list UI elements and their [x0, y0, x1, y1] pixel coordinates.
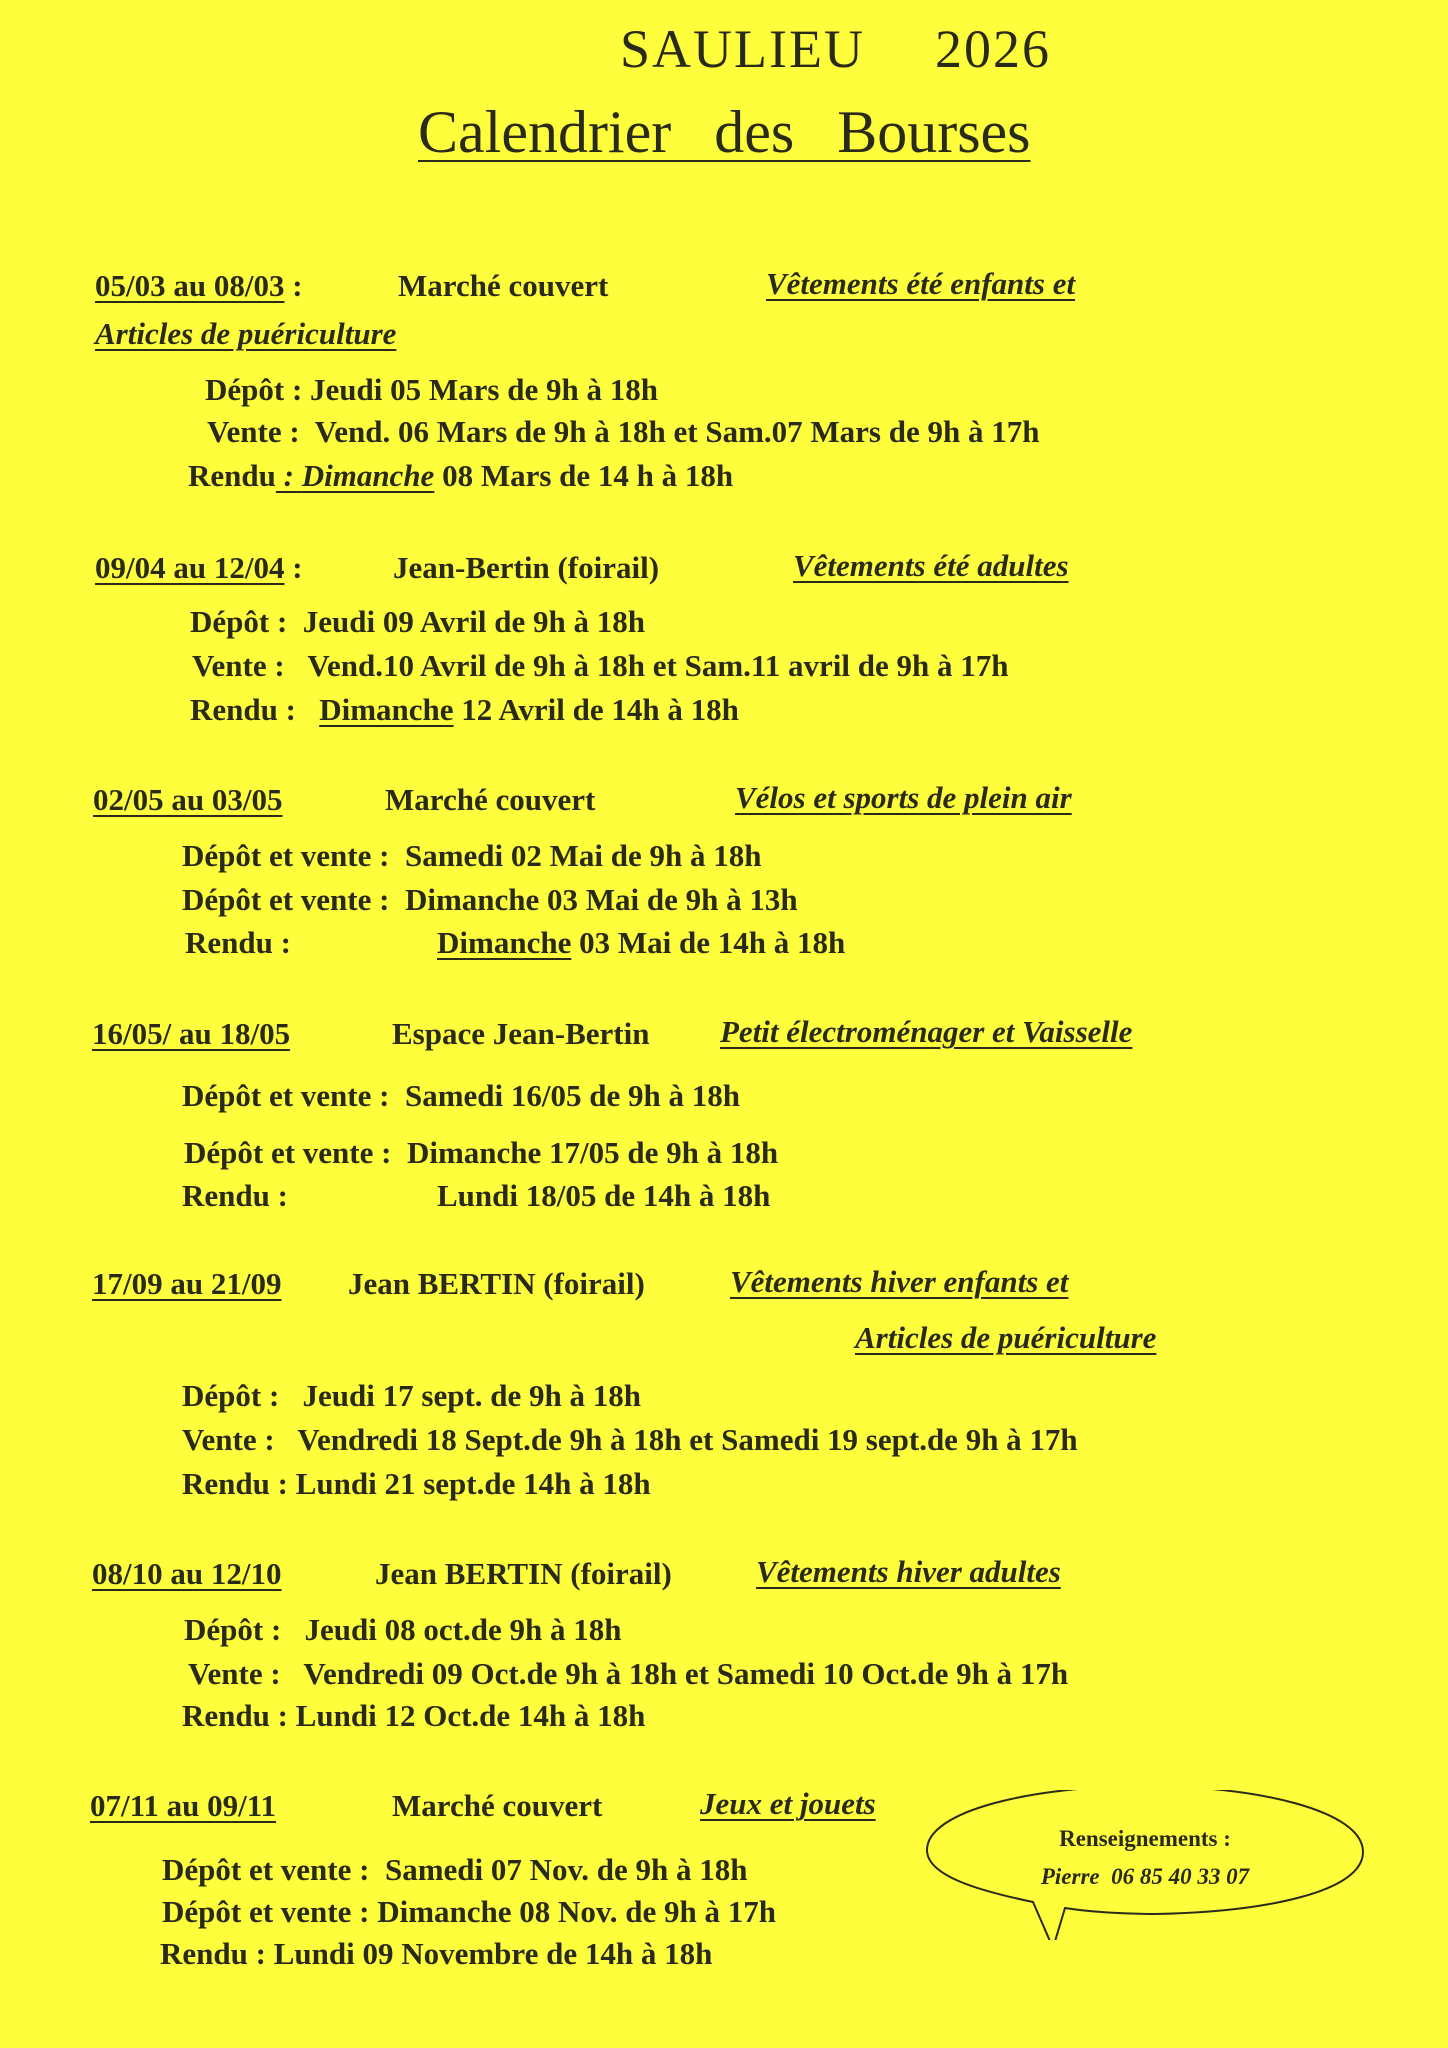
- row-label: Rendu: [188, 458, 276, 493]
- schedule-row: [184, 1612, 621, 1648]
- row-label: Dépôt :: [190, 604, 288, 639]
- schedule-row: [162, 1852, 748, 1888]
- schedule-row: [190, 604, 645, 640]
- row-text: Jeudi 09 Avril de 9h à 18h: [302, 604, 645, 639]
- schedule-row: [188, 458, 733, 494]
- row-label: Dépôt et vente :: [184, 1135, 392, 1170]
- schedule-row: [190, 692, 739, 728]
- event-location: Marché couvert: [385, 782, 596, 817]
- event-location: Jean BERTIN (foirail): [348, 1266, 645, 1301]
- row-text: Samedi 16/05 de 9h à 18h: [404, 1078, 740, 1113]
- row-text: Jeudi 08 oct.de 9h à 18h: [304, 1612, 622, 1647]
- event-location: Marché couvert: [392, 1788, 603, 1823]
- event-category: Jeux et jouets: [700, 1786, 876, 1821]
- row-label: Vente :: [192, 648, 285, 683]
- event-category: Vêtements été adultes: [793, 548, 1069, 583]
- row-label: Dépôt :: [205, 372, 303, 407]
- event-dates: 02/05 au 03/05: [93, 782, 283, 817]
- event-location: Espace Jean-Bertin: [392, 1016, 650, 1051]
- row-label: Rendu :: [182, 1466, 288, 1501]
- event-dates: 17/09 au 21/09: [92, 1266, 282, 1301]
- schedule-row-detail: [437, 1178, 770, 1214]
- schedule-row: [184, 1135, 778, 1171]
- event-category-continued: Articles de puériculture: [95, 316, 397, 351]
- schedule-row: [185, 925, 291, 961]
- separator: :: [284, 550, 303, 585]
- row-text: Jeudi 17 sept. de 9h à 18h: [302, 1378, 642, 1413]
- event-header: [95, 550, 303, 586]
- event-header: [92, 1556, 281, 1592]
- event-dates: 09/04 au 12/04: [95, 550, 285, 585]
- schedule-row: [182, 1178, 288, 1214]
- row-label: Rendu :: [185, 925, 291, 960]
- year: 2026: [934, 19, 1051, 79]
- row-text: 08 Mars de 14 h à 18h: [434, 458, 734, 493]
- row-label: Dépôt :: [182, 1378, 280, 1413]
- event-location: Jean BERTIN (foirail): [375, 1556, 672, 1591]
- event-dates: 08/10 au 12/10: [92, 1556, 282, 1591]
- row-text: Lundi 09 Novembre de 14h à 18h: [273, 1936, 713, 1971]
- schedule-row: [207, 414, 1039, 450]
- event-location: Marché couvert: [398, 268, 609, 303]
- event-header: [95, 268, 303, 304]
- event-dates: 07/11 au 09/11: [90, 1788, 277, 1823]
- row-text: Lundi 21 sept.de 14h à 18h: [295, 1466, 651, 1501]
- contact-phone: 06 85 40 33 07: [1111, 1864, 1250, 1889]
- row-label: Dépôt :: [184, 1612, 282, 1647]
- row-text: Samedi 07 Nov. de 9h à 18h: [384, 1852, 748, 1887]
- page-title: [0, 18, 1448, 80]
- row-separator: :: [275, 458, 302, 493]
- row-text: Vend. 06 Mars de 9h à 18h et Sam.07 Mars de 9h à 17h: [314, 414, 1040, 449]
- event-category: Vêtements hiver adultes: [756, 1554, 1061, 1589]
- schedule-row: [182, 1378, 641, 1414]
- row-label: Dépôt et vente :: [162, 1894, 370, 1929]
- contact-title: Renseignements :: [1059, 1826, 1231, 1851]
- row-text: Dimanche 03 Mai de 9h à 13h: [404, 882, 798, 917]
- row-label: Dépôt et vente :: [182, 1078, 390, 1113]
- row-label: Dépôt et vente :: [182, 838, 390, 873]
- row-label: Vente :: [207, 414, 300, 449]
- event-category: Vêtements hiver enfants et: [730, 1264, 1069, 1299]
- contact-person: Pierre: [1040, 1864, 1100, 1889]
- schedule-row: [182, 882, 798, 918]
- row-label: Dépôt et vente :: [182, 882, 390, 917]
- schedule-row-detail: [437, 925, 845, 961]
- row-text: 03 Mai de 14h à 18h: [571, 925, 846, 960]
- row-text: Vend.10 Avril de 9h à 18h et Sam.11 avril de 9h à 17h: [307, 648, 1009, 683]
- event-category: Vélos et sports de plein air: [735, 780, 1072, 815]
- row-label: Rendu :: [182, 1698, 288, 1733]
- row-day: Dimanche: [319, 692, 454, 727]
- row-text: Lundi 12 Oct.de 14h à 18h: [295, 1698, 646, 1733]
- event-dates: 05/03 au 08/03: [95, 268, 285, 303]
- row-label: Rendu :: [190, 692, 296, 727]
- event-category-continued: Articles de puériculture: [855, 1320, 1157, 1355]
- event-header: [90, 1788, 276, 1824]
- contact-line: [925, 1864, 1365, 1890]
- schedule-row: [192, 648, 1008, 684]
- row-label: Vente :: [182, 1422, 275, 1457]
- schedule-row: [188, 1656, 1068, 1692]
- row-label: Rendu :: [160, 1936, 266, 1971]
- row-label: Rendu :: [182, 1178, 288, 1213]
- row-day: Dimanche: [301, 458, 435, 493]
- row-text: Vendredi 09 Oct.de 9h à 18h et Samedi 10 Oct.de 9h à 17h: [303, 1656, 1069, 1691]
- schedule-row: [182, 838, 761, 874]
- row-label: Vente :: [188, 1656, 281, 1691]
- row-text: Dimanche 08 Nov. de 9h à 17h: [377, 1894, 776, 1929]
- row-text: Samedi 02 Mai de 9h à 18h: [404, 838, 762, 873]
- event-dates: 16/05/ au 18/05: [92, 1016, 291, 1051]
- schedule-row: [182, 1698, 645, 1734]
- event-header: [93, 782, 282, 818]
- city-name: SAULIEU: [620, 19, 865, 79]
- separator: :: [284, 268, 303, 303]
- row-text: Vendredi 18 Sept.de 9h à 18h et Samedi 19 sept.de 9h à 17h: [297, 1422, 1078, 1457]
- row-day: Dimanche: [437, 925, 572, 960]
- event-category: Petit électroménager et Vaisselle: [720, 1014, 1133, 1049]
- event-header: [92, 1266, 281, 1302]
- schedule-row: [182, 1466, 651, 1502]
- schedule-row: [182, 1078, 740, 1114]
- event-header: [92, 1016, 290, 1052]
- schedule-row: [162, 1894, 776, 1930]
- row-text: Lundi 18/05 de 14h à 18h: [437, 1178, 771, 1213]
- schedule-row: [205, 372, 658, 408]
- row-text: 12 Avril de 14h à 18h: [453, 692, 739, 727]
- row-text: Jeudi 05 Mars de 9h à 18h: [310, 372, 658, 407]
- row-label: Dépôt et vente :: [162, 1852, 370, 1887]
- contact-bubble: [925, 1790, 1365, 1940]
- schedule-row: [160, 1936, 712, 1972]
- page-subtitle: Calendrier des Bourses: [418, 99, 1031, 165]
- event-location: Jean-Bertin (foirail): [393, 550, 660, 585]
- schedule-row: [182, 1422, 1078, 1458]
- event-category: Vêtements été enfants et: [766, 266, 1076, 301]
- row-text: Dimanche 17/05 de 9h à 18h: [406, 1135, 779, 1170]
